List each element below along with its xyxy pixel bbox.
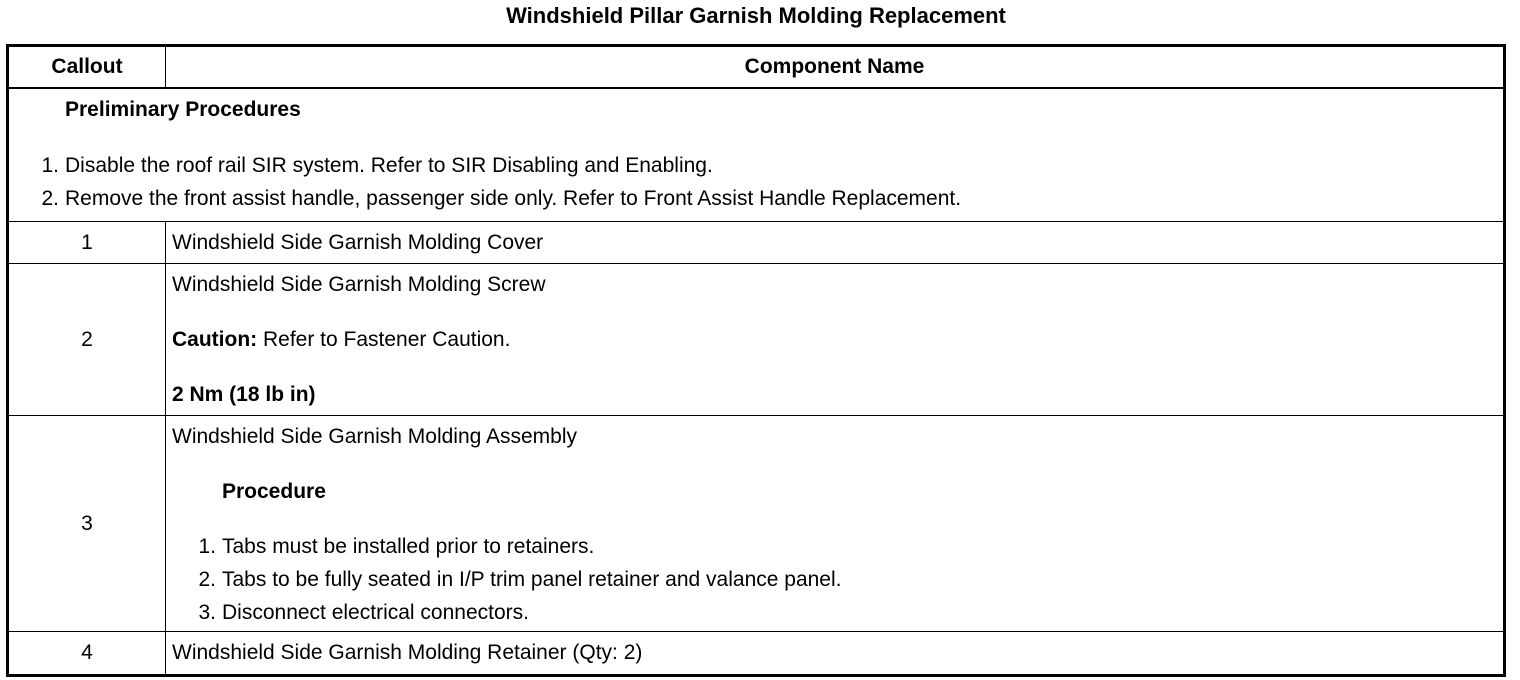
list-item (9, 182, 1503, 215)
caution-label: Caution: (172, 328, 258, 351)
preliminary-procedures-heading: Preliminary Procedures (65, 98, 301, 121)
component-name: Windshield Side Garnish Molding Assembly (172, 425, 578, 448)
component-name: Windshield Side Garnish Molding Cover (166, 222, 1505, 264)
step-number: 1. (198, 535, 216, 558)
component-details-cell (166, 264, 1505, 416)
callout-column-header: Callout (8, 46, 166, 89)
table-row (8, 416, 1505, 632)
list-item (172, 596, 1503, 629)
page-title: Windshield Pillar Garnish Molding Replacement (506, 3, 1006, 28)
step-number: 1. (41, 154, 59, 177)
table-header-row (8, 46, 1505, 89)
caution-text: Refer to Fastener Caution. (257, 328, 511, 351)
step-text: Disconnect electrical connectors. (222, 601, 529, 624)
torque-spec: 2 Nm (18 lb in) (172, 383, 316, 406)
callout-number: 3 (8, 416, 166, 632)
component-details-cell (166, 416, 1505, 632)
component-table (6, 44, 1506, 677)
step-text: Remove the front assist handle, passenger side only. Refer to Front Assist Handle Replacement. (65, 187, 962, 210)
table-row (8, 264, 1505, 416)
component-name: Windshield Side Garnish Molding Retainer (Qty: 2) (166, 632, 1505, 676)
preliminary-steps-list (9, 149, 1503, 215)
table-row (8, 632, 1505, 676)
procedure-heading: Procedure (222, 480, 326, 503)
table-row (8, 222, 1505, 264)
step-text: Disable the roof rail SIR system. Refer to SIR Disabling and Enabling. (65, 154, 713, 177)
component-name-column-header: Component Name (166, 46, 1505, 89)
step-number: 2. (198, 568, 216, 591)
component-name: Windshield Side Garnish Molding Screw (172, 273, 546, 296)
callout-number: 4 (8, 632, 166, 676)
caution-note (172, 323, 1503, 356)
callout-number: 1 (8, 222, 166, 264)
preliminary-procedures-row (8, 88, 1505, 222)
preliminary-procedures-cell (8, 88, 1505, 222)
step-number: 2. (41, 187, 59, 210)
step-number: 3. (198, 601, 216, 624)
list-item (9, 149, 1503, 182)
step-text: Tabs to be fully seated in I/P trim panel retainer and valance panel. (222, 568, 842, 591)
list-item (172, 530, 1503, 563)
list-item (172, 563, 1503, 596)
step-text: Tabs must be installed prior to retainers. (222, 535, 595, 558)
procedure-steps-list (172, 530, 1503, 629)
callout-number: 2 (8, 264, 166, 416)
